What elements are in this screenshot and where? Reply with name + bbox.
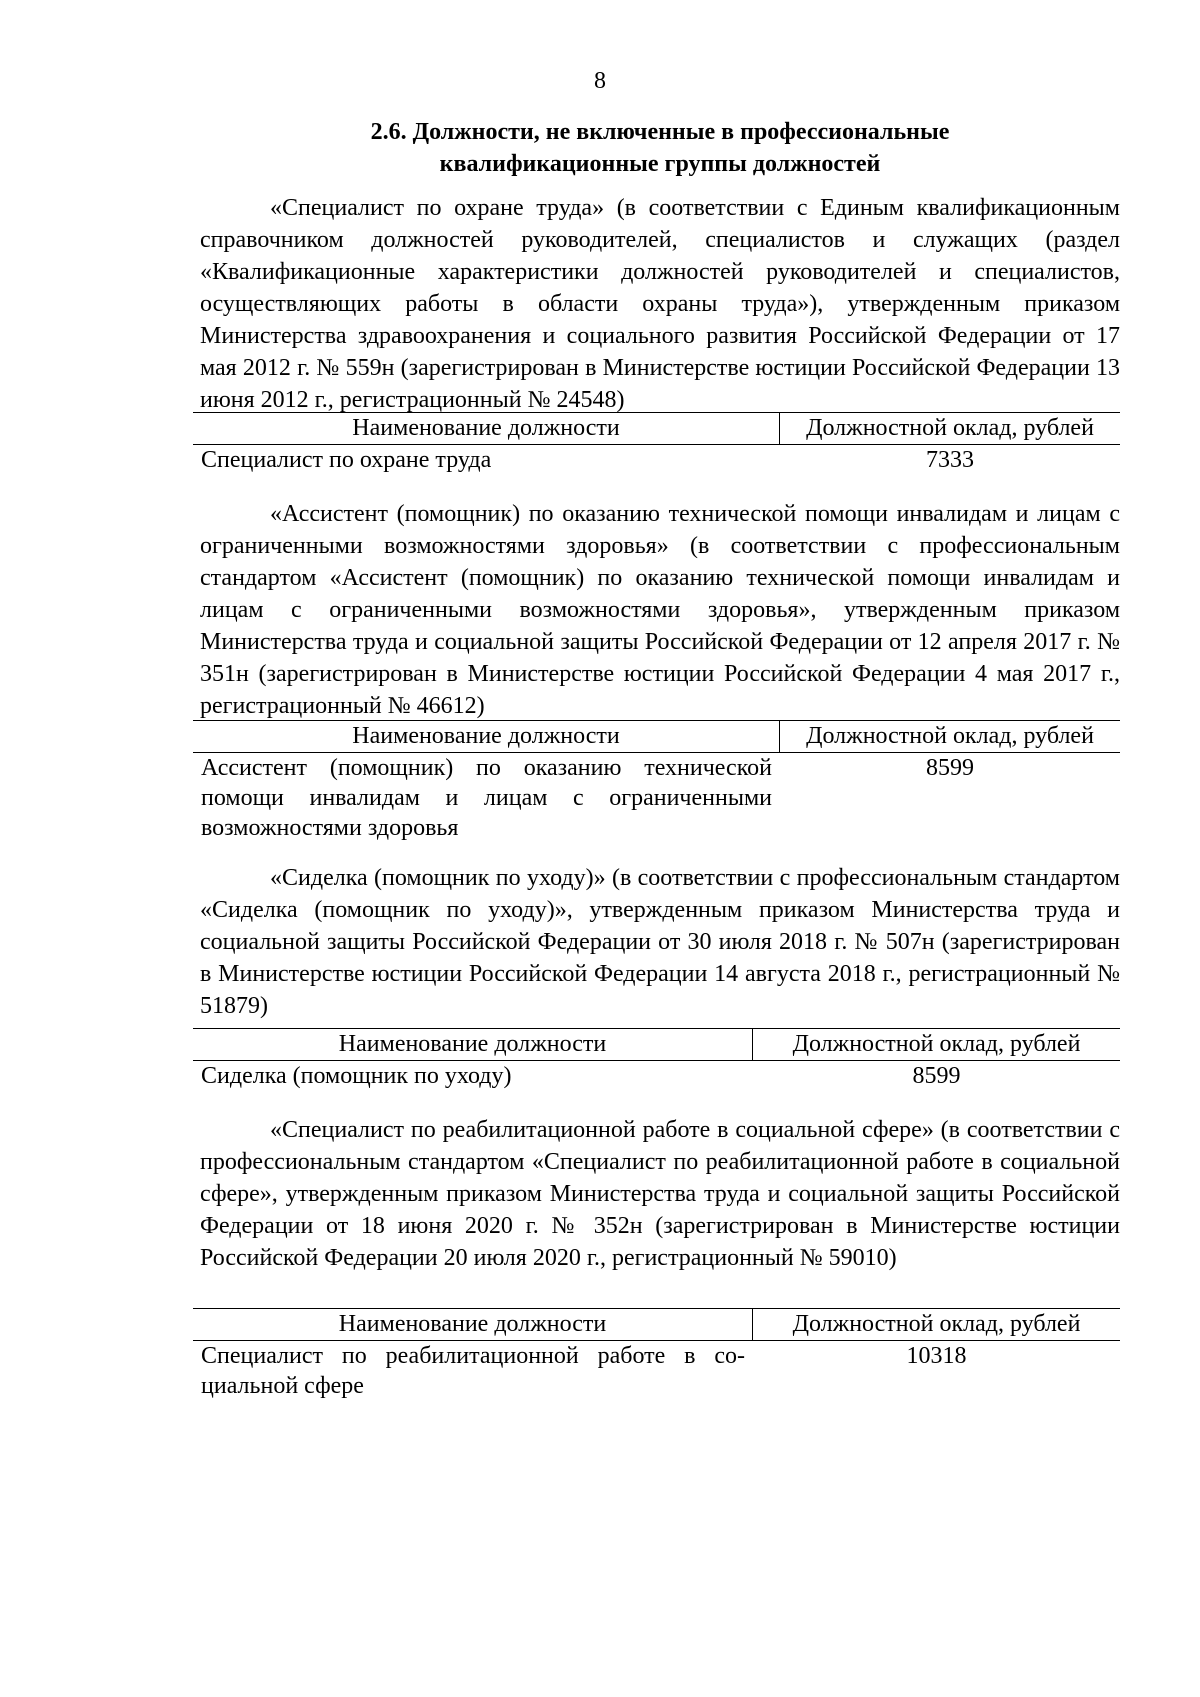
table-header bbox=[193, 1028, 1120, 1061]
table-row bbox=[193, 1061, 1120, 1091]
salary-value: 8599 bbox=[912, 1063, 961, 1089]
salary-table-2 bbox=[193, 720, 1120, 843]
position-name: Специалист по охране труда bbox=[201, 447, 492, 473]
section-3-paragraph: «Сиделка (помощник по уходу)» (в соответствии с профессиональным стандартом «Сиделка (помощник по уходу)», утвержденным приказом Министерства труда и социальной защиты Российской Федерации от 30 июля 2018 г. № 507н (зарегистрирован в Министерстве юстиции Российской Федерации 14 августа 2018 г., регистрационный № 51879) bbox=[200, 865, 1120, 1019]
table-row bbox=[193, 445, 1120, 475]
section-4 bbox=[200, 1114, 1120, 1274]
section-1-paragraph: «Специалист по охране труда» (в соответствии с Единым квалификационным справочником должностей руководителей, специалистов и служащих (раздел «Квалификационные характеристики должностей руководителей и специалистов, осуществляющих работы в области охраны труда»), утвержденным приказом Министерства здравоохранения и социального развития Российской Федерации от 17 мая 2012 г. № 559н (зарегистрирован в Министерстве юстиции Российской Федерации 13 июня 2012 г., регистрационный № 24548) bbox=[200, 195, 1120, 413]
table-row bbox=[193, 753, 1120, 843]
section-heading bbox=[200, 116, 1120, 180]
column-header-position: Наименование должности bbox=[193, 1309, 753, 1340]
salary-table-1 bbox=[193, 412, 1120, 475]
position-name: Ассистент (помощник) по оказанию технической помощи инвалидам и лицам с ограниченными возможностями здоровья bbox=[201, 755, 772, 841]
section-1 bbox=[200, 192, 1120, 416]
table-header bbox=[193, 720, 1120, 753]
column-header-salary: Должностной оклад, рублей bbox=[806, 415, 1094, 441]
page-number: 8 bbox=[594, 68, 606, 94]
column-header-position: Наименование должности bbox=[193, 413, 780, 444]
column-header-position: Наименование должности bbox=[193, 721, 780, 752]
salary-value: 7333 bbox=[926, 447, 974, 473]
column-header-position: Наименование должности bbox=[193, 1029, 753, 1060]
salary-value: 8599 bbox=[926, 755, 974, 781]
section-3 bbox=[200, 862, 1120, 1022]
column-header-salary: Должностной оклад, рублей bbox=[806, 723, 1094, 749]
section-heading-line-2: квалификационные группы должностей bbox=[439, 151, 881, 177]
salary-table-4 bbox=[193, 1308, 1120, 1401]
section-2 bbox=[200, 498, 1120, 722]
section-2-paragraph: «Ассистент (помощник) по оказанию технической помощи инвалидам и лицам с ограниченными возможностями здоровья» (в соответствии с профессиональным стандартом «Ассистент (помощник) по оказанию технической помощи инвалидам и лицам с ограниченными возможностями здоровья», утвержденным приказом Министерства труда и социальной защиты Российской Федерации от 12 апреля 2017 г. № 351н (зарегистрирован в Министерстве юстиции Российской Федерации 4 мая 2017 г., регистрационный № 46612) bbox=[200, 501, 1120, 719]
section-heading-line-1: 2.6. Должности, не включенные в профессиональные bbox=[370, 119, 950, 145]
section-4-paragraph: «Специалист по реабилитационной работе в социальной сфере» (в соответствии с профессиональным стандартом «Специалист по реабилитационной работе в социальной сфере», утвержденным приказом Министерства труда и социальной защиты Российской Федерации от 18 июня 2020 г. № 352н (зарегистрирован в Министерстве юстиции Российской Федерации 20 июля 2020 г., регистрационный № 59010) bbox=[200, 1117, 1120, 1271]
position-name: Сиделка (помощник по уходу) bbox=[201, 1063, 512, 1089]
salary-table-3 bbox=[193, 1028, 1120, 1091]
column-header-salary: Должностной оклад, рублей bbox=[792, 1311, 1081, 1337]
position-name: Специалист по реабилитационной работе в социальной сфере bbox=[201, 1343, 745, 1399]
table-header bbox=[193, 412, 1120, 445]
column-header-salary: Должностной оклад, рублей bbox=[792, 1031, 1081, 1057]
table-header bbox=[193, 1308, 1120, 1341]
salary-value: 10318 bbox=[906, 1343, 967, 1369]
table-row bbox=[193, 1341, 1120, 1401]
